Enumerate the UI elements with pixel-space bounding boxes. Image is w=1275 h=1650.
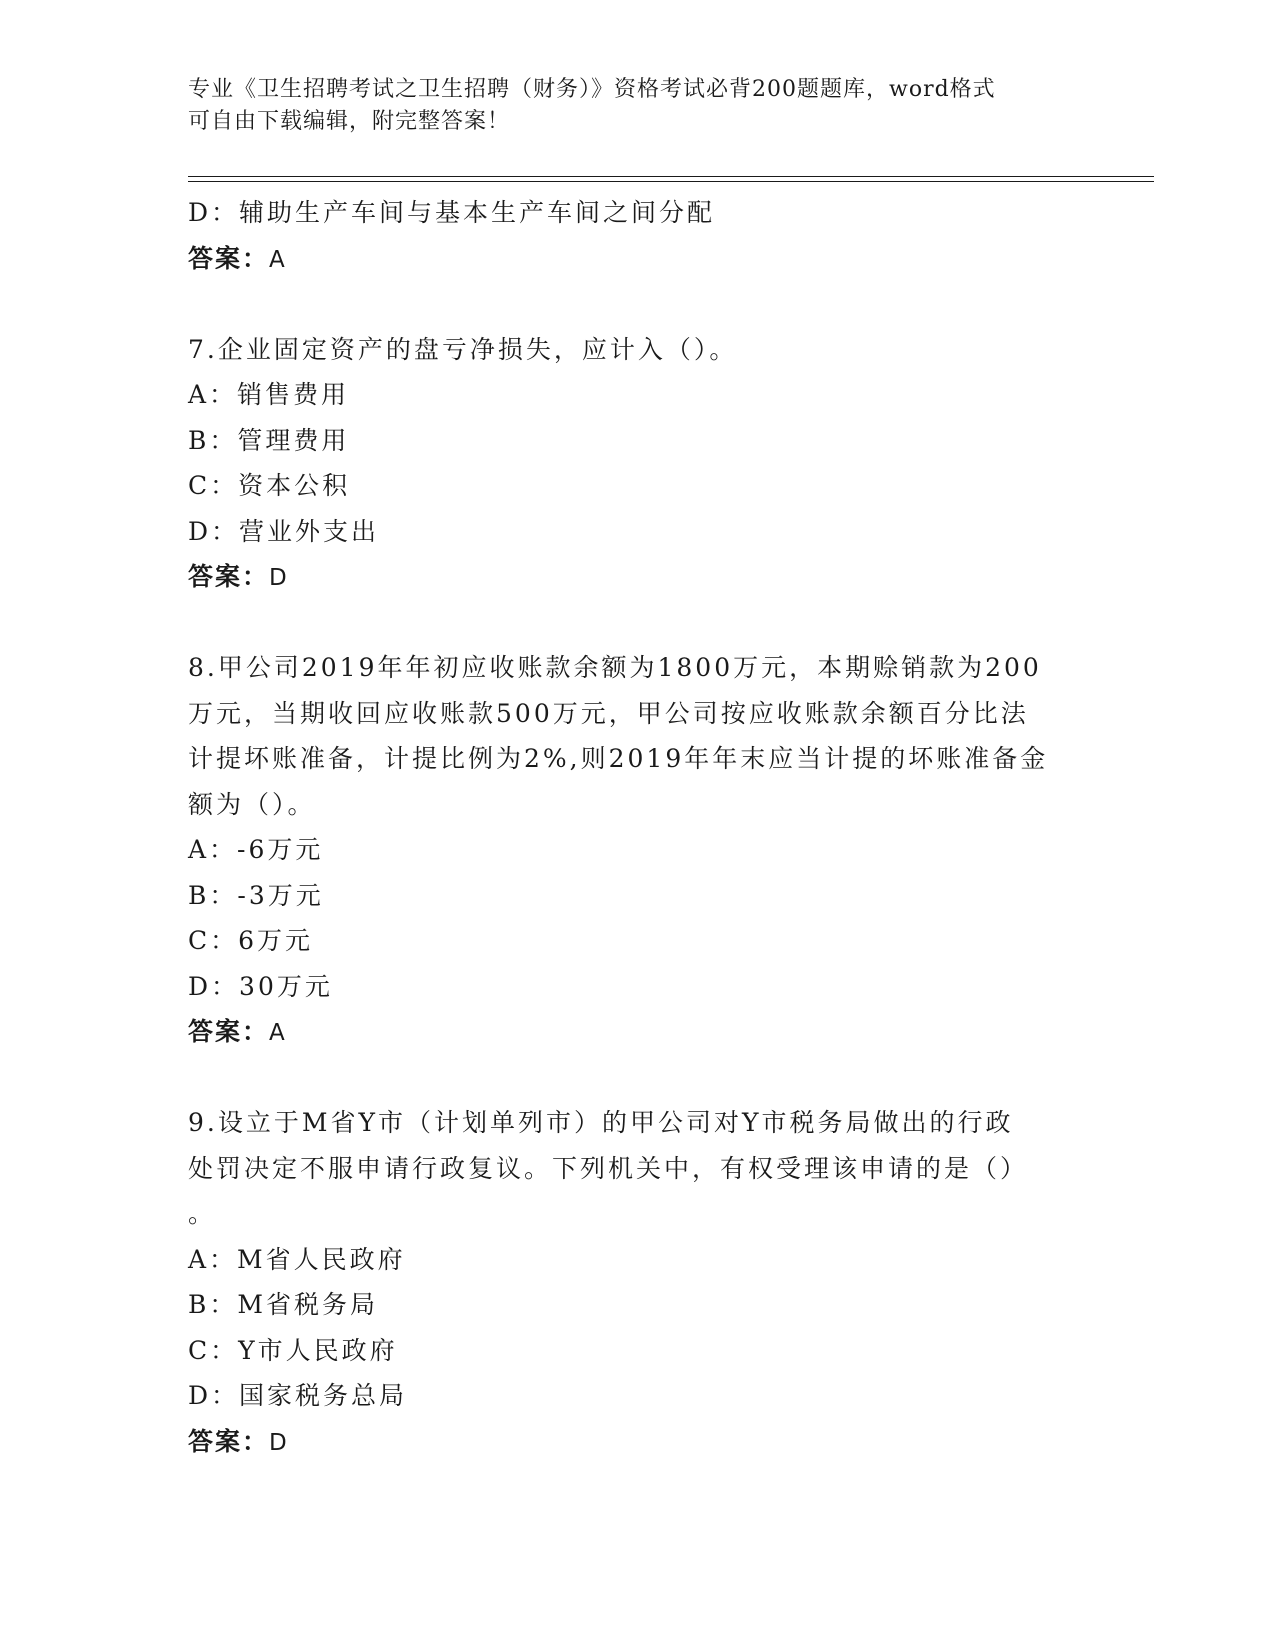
answer: [188, 1419, 1088, 1465]
question-stem-line: 处罚决定不服申请行政复议。下列机关中，有权受理该申请的是（）: [188, 1153, 1029, 1183]
question-stem-line: 8.甲公司2019年年初应收账款余额为1800万元，本期赊销款为200: [188, 653, 1042, 682]
header-rule-top: [188, 176, 1154, 177]
answer: [188, 554, 1088, 600]
question-stem-line: 7.企业固定资产的盘亏净损失，应计入（）。: [188, 334, 738, 364]
spacer: [188, 281, 1088, 327]
option-c: C：资本公积: [188, 471, 351, 500]
option-a: A：销售费用: [188, 380, 350, 409]
question-stem-line: 。: [188, 1199, 217, 1228]
question-stem-line: 万元，当期收回应收账款500万元，甲公司按应收账款余额百分比法: [188, 698, 1029, 728]
document-header: [188, 74, 1068, 138]
option-b: B：-3万元: [188, 880, 324, 910]
option-a: A：-6万元: [188, 835, 324, 864]
question-stem-line: 额为（）。: [188, 789, 316, 819]
answer-value: D: [269, 1429, 288, 1456]
question-stem-line: 9.设立于M省Y市（计划单列市）的甲公司对Y市税务局做出的行政: [188, 1108, 1014, 1137]
option-c: C：Y市人民政府: [188, 1335, 398, 1365]
prev-option-d: D：辅助生产车间与基本生产车间之间分配: [188, 198, 716, 227]
option-c: C：6万元: [188, 926, 314, 955]
answer: [188, 1009, 1088, 1055]
prev-answer: [188, 236, 1088, 282]
question-8: [188, 645, 1088, 1055]
answer-label: 答案：: [188, 562, 270, 591]
document-body: [188, 190, 1088, 1464]
answer-label: 答案：: [188, 1017, 270, 1046]
answer-value: D: [269, 565, 288, 591]
question-7: [188, 327, 1088, 600]
spacer: [188, 1055, 1088, 1101]
option-d: D：30万元: [188, 971, 333, 1001]
question-stem-line: 计提坏账准备，计提比例为2%,则2019年年末应当计提的坏账准备金: [188, 744, 1049, 773]
answer-value: A: [269, 246, 286, 273]
answer-value: A: [269, 1020, 286, 1046]
header-line-2: 可自由下载编辑，附完整答案！: [188, 109, 511, 134]
option-d: D：国家税务总局: [188, 1381, 408, 1410]
option-a: A：M省人民政府: [188, 1244, 406, 1274]
question-9: [188, 1100, 1088, 1464]
header-rule-bottom: [188, 181, 1154, 182]
option-d: D：营业外支出: [188, 516, 380, 546]
spacer: [188, 600, 1088, 646]
answer-label: 答案：: [188, 243, 270, 273]
header-line-1: 专业《卫生招聘考试之卫生招聘（财务）》资格考试必背200题题库，word格式: [188, 77, 996, 102]
option-b: B：管理费用: [188, 425, 350, 455]
option-b: B：M省税务局: [188, 1290, 378, 1319]
answer-label: 答案：: [188, 1426, 270, 1456]
